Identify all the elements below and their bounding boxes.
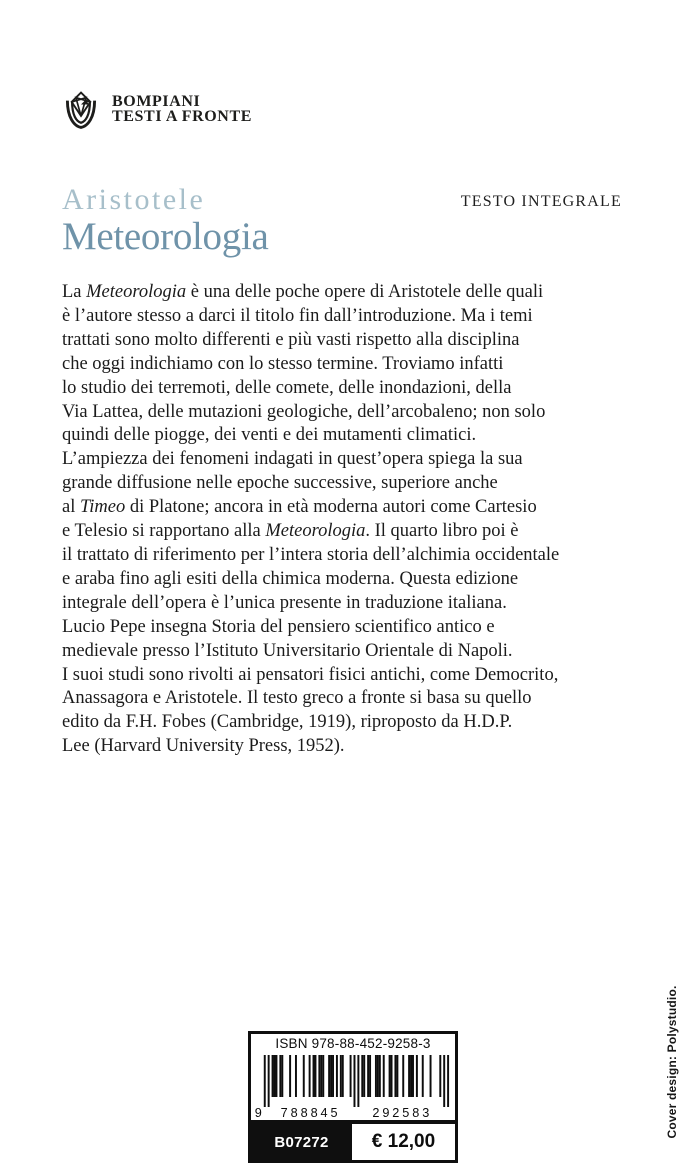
- price-label: € 12,00: [352, 1124, 455, 1160]
- blurb-line: il trattato di riferimento per l’intera storia dell’alchimia occidentale: [62, 544, 560, 565]
- blurb-line: lo studio dei terremoti, delle comete, delle inondazioni, della: [62, 377, 512, 398]
- imprint-series: TESTI A FRONTE: [112, 108, 253, 125]
- price-row: [251, 1120, 455, 1160]
- blurb-line: La Meteorologia è una delle poche opere di Aristotele delle quali: [62, 282, 544, 302]
- blurb-text: [62, 281, 682, 759]
- barcode-block: [248, 1031, 458, 1163]
- book-title: Meteorologia: [62, 215, 269, 258]
- blurb-line: grande diffusione nelle epoche successive, superiore anche: [62, 473, 498, 494]
- barcode-bars: [263, 1055, 448, 1107]
- blurb-line: e Telesio si rapportano alla Meteorologia. Il quarto libro poi è: [62, 521, 519, 542]
- ean13-barcode: [255, 1055, 452, 1119]
- blurb-line: I suoi studi sono rivolti ai pensatori fisici antichi, come Democrito,: [62, 664, 559, 685]
- blurb-line: quindi delle piogge, dei venti e dei mutamenti climatici.: [62, 425, 477, 446]
- isbn-label: ISBN 978-88-452-9258-3: [275, 1036, 431, 1051]
- barcode-digit-group2: 292583: [371, 1104, 432, 1119]
- blurb-line: e araba fino agli esiti della chimica moderna. Questa edizione: [62, 568, 519, 589]
- blurb-line: Lee (Harvard University Press, 1952).: [62, 736, 345, 757]
- blurb-line: trattati sono molto differenti e più vasti rispetto alla disciplina: [62, 329, 520, 350]
- product-code: B07272: [251, 1124, 352, 1160]
- blurb-line: Anassagora e Aristotele. Il testo greco a fronte si basa su quello: [62, 688, 532, 709]
- blurb-line: Via Lattea, delle mutazioni geologiche, dell’arcobaleno; non solo: [62, 401, 546, 422]
- blurb-line: integrale dell’opera è l’unica presente in traduzione italiana.: [62, 592, 507, 613]
- blurb-line: edito da F.H. Fobes (Cambridge, 1919), riproposto da H.D.P.: [62, 712, 513, 733]
- blurb-line: al Timeo di Platone; ancora in età moderna autori come Cartesio: [62, 497, 537, 518]
- barcode-digit-group1: 788845: [280, 1104, 341, 1119]
- blurb-line: che oggi indichiamo con lo stesso termine. Troviamo infatti: [62, 353, 504, 374]
- cover-design-credit: Cover design: Polystudio.: [665, 985, 679, 1139]
- edition-label: TESTO INTEGRALE: [460, 193, 622, 210]
- blurb-line: medievale presso l’Istituto Universitario Orientale di Napoli.: [62, 640, 513, 661]
- barcode-digit-left: 9: [254, 1104, 262, 1119]
- blurb-line: L’ampiezza dei fenomeni indagati in quest’opera spiega la sua: [62, 449, 523, 470]
- blurb-line: Lucio Pepe insegna Storia del pensiero scientifico antico e: [62, 616, 495, 637]
- publisher-imprint: [64, 88, 252, 132]
- publisher-name: BOMPIANI: [112, 93, 201, 110]
- bompiani-flower-icon: [64, 88, 98, 132]
- blurb-line: è l’autore stesso a darci il titolo fin dall’introduzione. Ma i temi: [62, 305, 533, 326]
- author-name: Aristotele: [62, 183, 206, 216]
